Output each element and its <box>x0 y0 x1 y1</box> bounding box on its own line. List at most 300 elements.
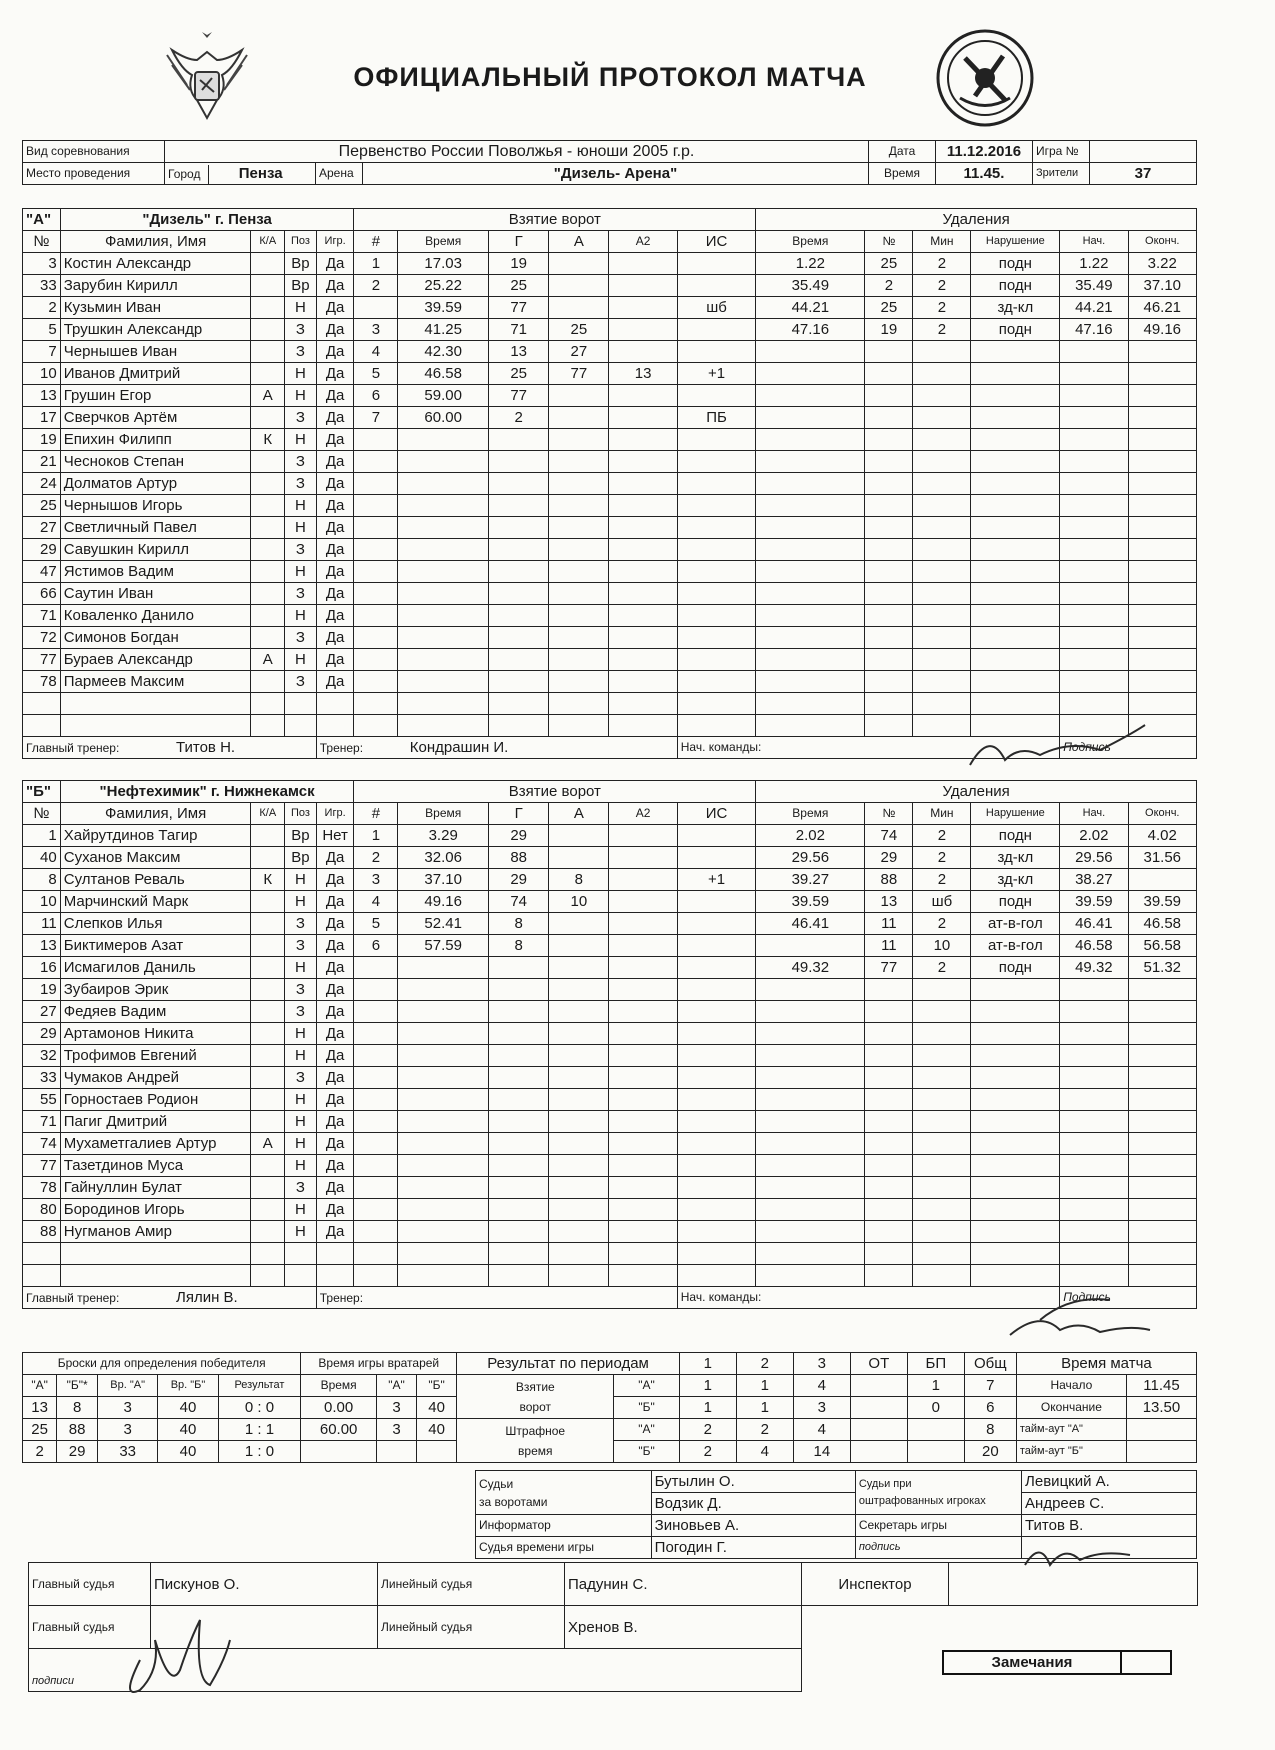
player-number: 3 <box>23 253 61 275</box>
goal-situation <box>677 275 756 297</box>
penalty-b-p2: 4 <box>736 1441 793 1463</box>
table-row <box>23 517 1197 539</box>
table-row <box>23 825 1197 847</box>
remarks-value <box>1121 1651 1171 1674</box>
player-name: Чернышев Иван <box>60 341 251 363</box>
player-position: Н <box>285 517 317 539</box>
player-played: Да <box>316 671 354 693</box>
empty-cell <box>609 583 677 605</box>
col-header-igr: Игр. <box>316 231 354 253</box>
empty-cell <box>354 627 398 649</box>
city-label: Город <box>165 165 209 184</box>
empty-cell <box>913 1221 971 1243</box>
player-role <box>251 363 285 385</box>
goal-assist <box>549 253 609 275</box>
empty-cell <box>316 1265 354 1287</box>
player-position: З <box>285 539 317 561</box>
empty-cell <box>971 429 1060 451</box>
goal-time: 25.22 <box>398 275 489 297</box>
table-row <box>23 495 1197 517</box>
player-number: 19 <box>23 979 61 1001</box>
empty-cell <box>865 979 913 1001</box>
goal-time: 3.29 <box>398 825 489 847</box>
empty-cell <box>677 539 756 561</box>
periods-title: Результат по периодам <box>457 1353 680 1375</box>
player-number: 66 <box>23 583 61 605</box>
empty-cell <box>677 979 756 1001</box>
goal-scorer: 13 <box>489 341 549 363</box>
goal-scorer: 77 <box>489 385 549 407</box>
player-name: Симонов Богдан <box>60 627 251 649</box>
empty-cell <box>60 1243 251 1265</box>
empty-cell <box>913 495 971 517</box>
empty-cell <box>549 1243 609 1265</box>
player-role: А <box>251 1133 285 1155</box>
empty-cell <box>609 1199 677 1221</box>
empty-cell <box>354 1243 398 1265</box>
col-header-start: Нач. <box>1060 803 1128 825</box>
penalty-b-p1: 2 <box>679 1441 736 1463</box>
player-number: 17 <box>23 407 61 429</box>
empty-cell <box>677 1089 756 1111</box>
pen-judge-2: Андреев С. <box>1022 1493 1197 1515</box>
penalty-minutes: 2 <box>913 869 971 891</box>
team-b-table <box>22 780 1197 1309</box>
empty-cell <box>865 539 913 561</box>
penalty-time: 39.27 <box>756 869 865 891</box>
player-position: З <box>285 583 317 605</box>
empty-cell <box>1128 1177 1196 1199</box>
penalty-player: 74 <box>865 825 913 847</box>
empty-cell <box>1128 605 1196 627</box>
shootout-shooter-b: 88 <box>57 1419 98 1441</box>
penalty-end <box>1128 869 1196 891</box>
col-header-hash: # <box>354 803 398 825</box>
empty-cell <box>913 671 971 693</box>
remarks-box <box>942 1650 1172 1675</box>
penalty-player: 25 <box>865 297 913 319</box>
empty-cell <box>549 495 609 517</box>
empty-cell <box>865 671 913 693</box>
penalty-label <box>457 1419 614 1463</box>
table-row <box>23 605 1197 627</box>
goal-assist: 8 <box>549 869 609 891</box>
empty-cell <box>677 561 756 583</box>
player-number: 40 <box>23 847 61 869</box>
player-name: Грушин Егор <box>60 385 251 407</box>
gk-col-time: Время <box>301 1375 377 1397</box>
player-played: Да <box>316 341 354 363</box>
player-number: 29 <box>23 539 61 561</box>
empty-cell <box>756 407 865 429</box>
goal-assist2 <box>609 935 677 957</box>
empty-cell <box>489 715 549 737</box>
col-header-poz: Поз <box>285 803 317 825</box>
goal-assist2 <box>609 869 677 891</box>
empty-cell <box>756 495 865 517</box>
goals-a-ot <box>850 1375 907 1397</box>
empty-cell <box>756 627 865 649</box>
empty-cell <box>549 1265 609 1287</box>
penalty-violation: зд-кл <box>971 847 1060 869</box>
trainer: Кондрашин И. <box>409 738 509 756</box>
player-number: 78 <box>23 671 61 693</box>
empty-cell <box>1060 627 1128 649</box>
player-number: 24 <box>23 473 61 495</box>
empty-cell <box>756 1177 865 1199</box>
player-role <box>251 979 285 1001</box>
player-number: 80 <box>23 1199 61 1221</box>
total-header: Общ <box>964 1353 1016 1375</box>
empty-cell <box>913 1023 971 1045</box>
timekeeper-label: Судья времени игры <box>476 1537 652 1559</box>
goal-situation <box>677 341 756 363</box>
empty-cell <box>609 671 677 693</box>
penalty-a-p1: 2 <box>679 1419 736 1441</box>
empty-cell <box>865 1045 913 1067</box>
player-role <box>251 627 285 649</box>
bp-header: БП <box>907 1353 964 1375</box>
empty-cell <box>1060 451 1128 473</box>
penalty-time: 39.59 <box>756 891 865 913</box>
empty-cell <box>971 1177 1060 1199</box>
goal-situation: шб <box>677 297 756 319</box>
table-row <box>23 891 1197 913</box>
empty-cell <box>489 451 549 473</box>
empty-cell <box>1060 539 1128 561</box>
empty-cell <box>1128 1045 1196 1067</box>
empty-cell <box>398 1023 489 1045</box>
empty-cell <box>1060 495 1128 517</box>
empty-cell <box>398 561 489 583</box>
empty-cell <box>756 1243 865 1265</box>
table-row <box>23 429 1197 451</box>
goal-number: 6 <box>354 385 398 407</box>
player-name: Саутин Иван <box>60 583 251 605</box>
penalty-minutes: 2 <box>913 297 971 319</box>
pen-judges-line2: оштрафованных игроках <box>858 1494 986 1507</box>
empty-cell <box>913 1199 971 1221</box>
col-header-ka: К/А <box>251 231 285 253</box>
empty-cell <box>301 1441 377 1463</box>
goal-assist <box>549 385 609 407</box>
table-row <box>23 1221 1197 1243</box>
timeout-a <box>1126 1419 1196 1441</box>
goal-number: 5 <box>354 913 398 935</box>
empty-cell <box>1128 1221 1196 1243</box>
table-row <box>23 539 1197 561</box>
empty-cell <box>1060 1067 1128 1089</box>
penalty-minutes: шб <box>913 891 971 913</box>
table-row <box>23 319 1197 341</box>
player-name: Долматов Артур <box>60 473 251 495</box>
player-position: Н <box>285 297 317 319</box>
timekeeper: Погодин Г. <box>651 1537 855 1559</box>
player-position: Н <box>285 561 317 583</box>
player-played: Да <box>316 1199 354 1221</box>
empty-cell <box>1128 451 1196 473</box>
penalty-player: 19 <box>865 319 913 341</box>
match-end: 13.50 <box>1126 1397 1196 1419</box>
player-name: Исмагилов Даниль <box>60 957 251 979</box>
penalty-violation: зд-кл <box>971 297 1060 319</box>
player-name: Чесноков Степан <box>60 451 251 473</box>
empty-cell <box>609 627 677 649</box>
player-name: Бураев Александр <box>60 649 251 671</box>
empty-cell <box>549 1155 609 1177</box>
shootout-shooter-b: 8 <box>57 1397 98 1419</box>
goal-assist2 <box>609 847 677 869</box>
game-no <box>1090 141 1197 163</box>
empty-cell <box>489 561 549 583</box>
penalty-minutes: 2 <box>913 825 971 847</box>
empty-cell <box>677 517 756 539</box>
empty-cell <box>865 1067 913 1089</box>
player-role <box>251 561 285 583</box>
player-number: 72 <box>23 627 61 649</box>
empty-cell <box>1060 671 1128 693</box>
empty-cell <box>677 451 756 473</box>
player-position: Н <box>285 649 317 671</box>
empty-cell <box>23 693 61 715</box>
col-header-start: Нач. <box>1060 231 1128 253</box>
team-name: "Дизель" г. Пенза <box>60 209 354 231</box>
gk-b: 40 <box>416 1397 456 1419</box>
empty-cell <box>285 693 317 715</box>
penalty-time: 49.32 <box>756 957 865 979</box>
empty-cell <box>865 627 913 649</box>
player-played: Да <box>316 913 354 935</box>
goal-number: 3 <box>354 319 398 341</box>
penalty-start: 2.02 <box>1060 825 1128 847</box>
empty-cell <box>865 407 913 429</box>
eagle-emblem-icon <box>162 30 252 125</box>
player-name: Коваленко Данило <box>60 605 251 627</box>
penalty-violation: подн <box>971 275 1060 297</box>
empty-cell <box>971 451 1060 473</box>
player-name: Пармеев Максим <box>60 671 251 693</box>
empty-cell <box>489 1243 549 1265</box>
empty-cell <box>60 693 251 715</box>
empty-cell <box>913 363 971 385</box>
empty-cell <box>354 1221 398 1243</box>
goal-assist <box>549 297 609 319</box>
empty-cell <box>913 1045 971 1067</box>
empty-cell <box>913 627 971 649</box>
penalty-minutes: 2 <box>913 319 971 341</box>
col-header-min: Мин <box>913 803 971 825</box>
shootout-col-b: "Б"* <box>57 1375 98 1397</box>
start-time: 11.45. <box>936 163 1033 185</box>
table-row <box>23 1045 1197 1067</box>
player-name: Слепков Илья <box>60 913 251 935</box>
player-name: Иванов Дмитрий <box>60 363 251 385</box>
penalty-end: 49.16 <box>1128 319 1196 341</box>
empty-cell <box>865 583 913 605</box>
empty-cell <box>865 1155 913 1177</box>
table-row <box>23 1133 1197 1155</box>
empty-cell <box>354 671 398 693</box>
goal-situation <box>677 935 756 957</box>
goals-b-total: 6 <box>964 1397 1016 1419</box>
penalty-minutes: 2 <box>913 913 971 935</box>
empty-cell <box>677 649 756 671</box>
empty-cell <box>549 671 609 693</box>
empty-cell <box>913 1111 971 1133</box>
empty-cell <box>316 715 354 737</box>
penalty-player: 11 <box>865 913 913 935</box>
empty-cell <box>489 979 549 1001</box>
empty-cell <box>865 1221 913 1243</box>
player-played: Да <box>316 275 354 297</box>
penalty-end: 46.58 <box>1128 913 1196 935</box>
player-played: Да <box>316 297 354 319</box>
linesman-label-2: Линейный судья <box>378 1606 565 1649</box>
col-header-name: Фамилия, Имя <box>60 231 251 253</box>
timeout-b-label: тайм-аут "Б" <box>1016 1441 1126 1463</box>
col-header-time: Время <box>398 231 489 253</box>
empty-cell <box>609 1089 677 1111</box>
empty-cell <box>913 1089 971 1111</box>
empty-cell <box>549 1067 609 1089</box>
player-played: Да <box>316 1045 354 1067</box>
gk-time: 0.00 <box>301 1397 377 1419</box>
shootout-result: 0 : 0 <box>218 1397 301 1419</box>
empty-cell <box>60 715 251 737</box>
empty-cell <box>756 341 865 363</box>
penalty-time: 46.41 <box>756 913 865 935</box>
empty-cell <box>549 605 609 627</box>
empty-cell <box>489 627 549 649</box>
empty-cell <box>549 1177 609 1199</box>
empty-cell <box>609 715 677 737</box>
goal-scorer: 88 <box>489 847 549 869</box>
city-cell <box>165 163 316 185</box>
player-position: Вр <box>285 253 317 275</box>
empty-cell <box>913 341 971 363</box>
empty-cell <box>971 1243 1060 1265</box>
timeout-a-label: тайм-аут "А" <box>1016 1419 1126 1441</box>
goal-assist: 10 <box>549 891 609 913</box>
empty-cell <box>913 1177 971 1199</box>
player-role: А <box>251 385 285 407</box>
empty-cell <box>971 671 1060 693</box>
place-label: Место проведения <box>23 163 165 185</box>
empty-cell <box>549 649 609 671</box>
col-header-a2: А2 <box>609 803 677 825</box>
penalties-header: Удаления <box>756 209 1197 231</box>
table-row <box>23 1023 1197 1045</box>
empty-cell <box>416 1441 456 1463</box>
empty-cell <box>677 693 756 715</box>
goal-assist2 <box>609 275 677 297</box>
player-name: Федяев Вадим <box>60 1001 251 1023</box>
player-number: 13 <box>23 385 61 407</box>
player-position: Н <box>285 363 317 385</box>
period-1-header: 1 <box>679 1353 736 1375</box>
player-number: 2 <box>23 297 61 319</box>
empty-cell <box>677 583 756 605</box>
player-played: Да <box>316 979 354 1001</box>
penalty-end: 4.02 <box>1128 825 1196 847</box>
empty-cell <box>971 1155 1060 1177</box>
goals-label <box>457 1375 614 1419</box>
player-role <box>251 1067 285 1089</box>
empty-cell <box>913 1067 971 1089</box>
empty-cell <box>756 473 865 495</box>
empty-cell <box>865 363 913 385</box>
player-number: 29 <box>23 1023 61 1045</box>
game-no-label: Игра № <box>1033 141 1090 163</box>
empty-cell <box>609 693 677 715</box>
penalty-end: 56.58 <box>1128 935 1196 957</box>
empty-cell <box>677 1133 756 1155</box>
secretary-label: Секретарь игры <box>855 1515 1021 1537</box>
goal-number: 4 <box>354 891 398 913</box>
team-a-signature <box>960 720 1160 780</box>
col-header-no: № <box>23 231 61 253</box>
player-role <box>251 275 285 297</box>
empty-cell <box>756 517 865 539</box>
goal-assist2 <box>609 297 677 319</box>
ot-header: ОТ <box>850 1353 907 1375</box>
empty-cell <box>756 715 865 737</box>
empty-cell <box>489 605 549 627</box>
player-position: З <box>285 913 317 935</box>
empty-cell <box>549 517 609 539</box>
pen-judges-label <box>855 1471 1021 1515</box>
penalty-player: 25 <box>865 253 913 275</box>
goal-situation <box>677 891 756 913</box>
goal-time: 60.00 <box>398 407 489 429</box>
goals-a-team: "А" <box>614 1375 680 1397</box>
empty-cell <box>1128 1111 1196 1133</box>
player-number: 71 <box>23 605 61 627</box>
ref-1: Пискунов О. <box>151 1563 378 1606</box>
empty-cell <box>677 1177 756 1199</box>
penalty-start: 1.22 <box>1060 253 1128 275</box>
player-number: 77 <box>23 1155 61 1177</box>
empty-cell <box>913 605 971 627</box>
empty-cell <box>913 979 971 1001</box>
empty-cell <box>489 1089 549 1111</box>
player-position: З <box>285 979 317 1001</box>
empty-cell <box>549 1111 609 1133</box>
shootout-gk-a: 33 <box>97 1441 157 1463</box>
player-played: Да <box>316 1177 354 1199</box>
goal-number: 7 <box>354 407 398 429</box>
table-row <box>23 979 1197 1001</box>
empty-cell <box>1060 429 1128 451</box>
player-played: Да <box>316 891 354 913</box>
empty-cell <box>609 429 677 451</box>
player-number: 77 <box>23 649 61 671</box>
empty-cell <box>971 1067 1060 1089</box>
player-number: 19 <box>23 429 61 451</box>
empty-cell <box>677 473 756 495</box>
goals-a-total: 7 <box>964 1375 1016 1397</box>
col-header-pno: № <box>865 803 913 825</box>
player-number: 27 <box>23 517 61 539</box>
empty-cell <box>913 429 971 451</box>
goal-time: 49.16 <box>398 891 489 913</box>
player-number: 47 <box>23 561 61 583</box>
player-role <box>251 671 285 693</box>
player-role <box>251 1001 285 1023</box>
empty-cell <box>756 605 865 627</box>
empty-cell <box>489 1133 549 1155</box>
empty-cell <box>1128 627 1196 649</box>
